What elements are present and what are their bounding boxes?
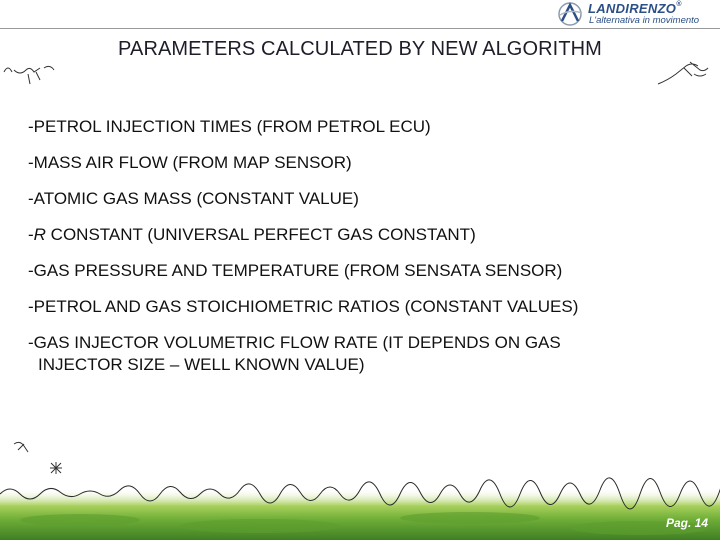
list-item-text: -GAS INJECTOR VOLUMETRIC FLOW RATE (IT DEPENDS ON GAS <box>28 333 561 352</box>
list-item-text: -MASS AIR FLOW (FROM MAP SENSOR) <box>28 153 352 172</box>
logo-tagline: L'alternativa in movimento <box>589 15 700 26</box>
list-item-text: CONSTANT (UNIVERSAL PERFECT GAS CONSTANT) <box>45 225 476 244</box>
list-item <box>28 116 708 138</box>
list-item-text: -PETROL INJECTION TIMES (FROM PETROL ECU) <box>28 117 431 136</box>
doodle-sketch-right <box>654 56 714 90</box>
list-item-prefix: - <box>28 225 34 244</box>
parameter-list <box>28 116 708 390</box>
list-item-text: -GAS PRESSURE AND TEMPERATURE (FROM SENSATA SENSOR) <box>28 261 563 280</box>
doodle-sketch-left <box>0 60 60 90</box>
list-item <box>28 332 708 376</box>
logo-name-text: LANDIRENZO <box>588 1 677 16</box>
header-divider <box>0 28 720 29</box>
r-constant-symbol: R <box>33 225 46 244</box>
list-item <box>28 224 708 246</box>
list-item-text: -ATOMIC GAS MASS (CONSTANT VALUE) <box>28 189 359 208</box>
brand-logo <box>556 0 720 28</box>
grass-illustration <box>0 470 720 540</box>
landirenzo-swirl-logo-icon <box>556 1 586 27</box>
list-item <box>28 296 708 318</box>
list-item <box>28 260 708 282</box>
list-item <box>28 152 708 174</box>
logo-name <box>588 1 682 16</box>
list-item <box>28 188 708 210</box>
doodle-sketch-small <box>12 440 32 456</box>
page-number: Pag. 14 <box>665 516 708 530</box>
slide-title: PARAMETERS CALCULATED BY NEW ALGORITHM <box>118 38 602 60</box>
list-item-text: -PETROL AND GAS STOICHIOMETRIC RATIOS (CONSTANT VALUES) <box>28 297 579 316</box>
logo-registered-mark: ® <box>676 1 682 8</box>
list-item-continuation: INJECTOR SIZE – WELL KNOWN VALUE) <box>38 355 365 374</box>
grass-footer <box>0 470 720 540</box>
